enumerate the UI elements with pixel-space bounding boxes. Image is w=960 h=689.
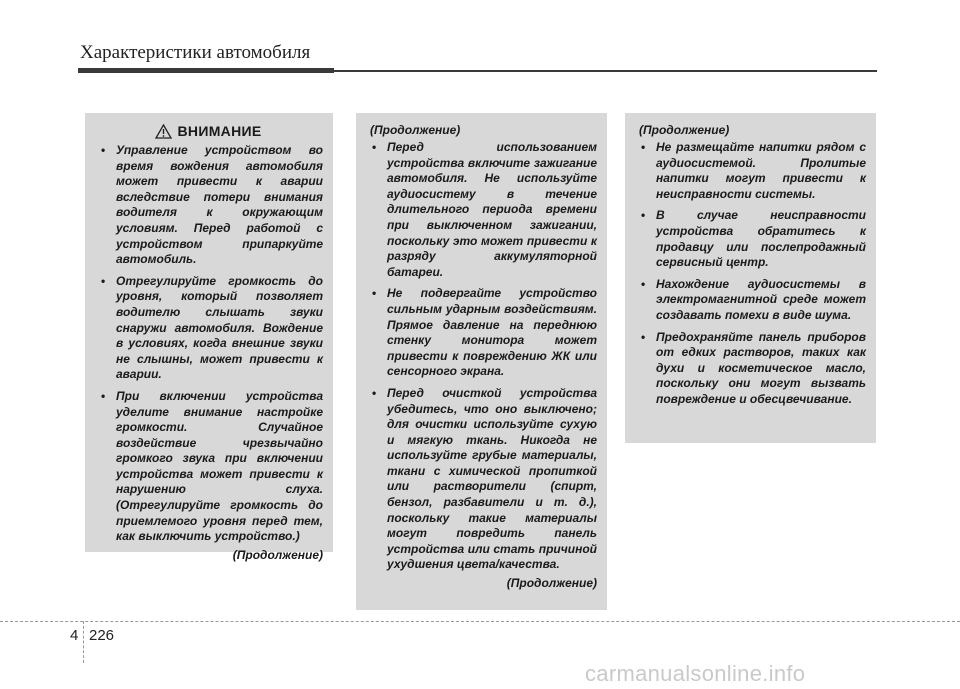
list-item: • Отрегулируйте громкость до уровня, который позволяет водителю слышать звуки снаружи автомобиля. Вождение в условиях, когда внешние звуки не слышны, может привести к аварии. xyxy=(93,274,323,383)
list-item: • Нахождение аудиосистемы в электромагнитной среде может создавать помехи в виде шума. xyxy=(633,277,866,324)
continued-label: (Продолжение) xyxy=(506,576,597,591)
list-item: • Перед использованием устройства включите зажигание автомобиля. Не используйте аудиосистему в течение длительного периода времени при выключенном зажигании, поскольку это может привести к разряду аккумуляторной батареи. xyxy=(364,140,597,280)
page-number: 226 xyxy=(89,627,115,644)
list-item: • Предохраняйте панель приборов от едких растворов, таких как духи и косметическое масло, поскольку они могут вызвать повреждение и обесцвечивание. xyxy=(633,330,866,408)
warning-heading-label: ВНИМАНИЕ xyxy=(177,123,262,139)
continued-top-label: (Продолжение) xyxy=(370,123,461,137)
page-header-title: Характеристики автомобиля xyxy=(80,42,311,63)
header-rule-thick xyxy=(78,68,334,73)
list-item: • Управление устройством во время вождения автомобиля может привести к аварии вследствие потери внимания водителя к окружающим условиям. Перед работой с устройством припаркуйте автомобиль. xyxy=(93,143,323,268)
list-item: • При включении устройства уделите внимание настройке громкости. Случайное воздействие чрезвычайно громкого звука при включении устройства может привести к нарушению слуха. (Отрегулируйте громкость до приемлемого уровня перед тем, как выключить устройство.) xyxy=(93,389,323,545)
continued-label: (Продолжение) xyxy=(232,547,323,562)
warning-triangle-icon xyxy=(155,124,172,139)
watermark: carmanualsonline.info xyxy=(585,661,806,686)
warning-column-2 xyxy=(356,113,607,610)
warning-column-3 xyxy=(625,113,876,443)
footer-divider xyxy=(0,621,960,622)
warning-column-1 xyxy=(85,113,333,562)
footer-vertical-divider xyxy=(83,621,84,663)
header-rule-thin xyxy=(334,70,877,72)
chapter-number: 4 xyxy=(70,627,79,644)
list-item: • Не подвергайте устройство сильным ударным воздействиям. Прямое давление на переднюю стенку монитора может привести к повреждению ЖК или сенсорного экрана. xyxy=(364,286,597,380)
list-item: • Перед очисткой устройства убедитесь, что оно выключено; для очистки используйте сухую и мягкую ткань. Никогда не используйте грубые материалы, ткани с химической пропиткой или растворители (спирт, бензол, разбавители и т. д.), поскольку такие материалы могут повредить панель устройства или стать причиной ухудшения цвета/качества. xyxy=(364,386,597,573)
list-item: • Не размещайте напитки рядом с аудиосистемой. Пролитые напитки могут привести к неисправности системы. xyxy=(633,140,866,202)
warning-list-3 xyxy=(633,140,866,408)
continued-top-label: (Продолжение) xyxy=(639,123,730,137)
warning-heading xyxy=(93,123,323,139)
warning-list-2 xyxy=(364,140,597,573)
list-item: • В случае неисправности устройства обратитесь к продавцу или послепродажный сервисный центр. xyxy=(633,208,866,270)
warning-list-1 xyxy=(93,143,323,545)
